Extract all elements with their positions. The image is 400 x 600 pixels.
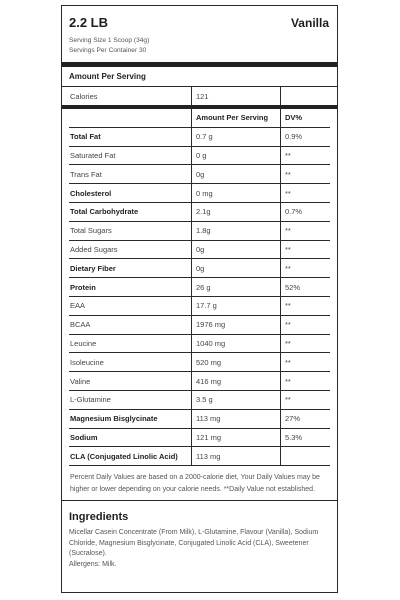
- nutrient-dv: **: [285, 338, 291, 348]
- nutrient-amount: 0 mg: [192, 184, 281, 202]
- nutrient-dv: **: [285, 395, 291, 405]
- table-row: [69, 259, 330, 278]
- nutrient-dv: **: [285, 320, 291, 330]
- nutrient-amount: 2.1g: [192, 203, 281, 221]
- table-row: [69, 447, 330, 466]
- table-row: [69, 222, 330, 241]
- nutrient-amount: 113 mg: [192, 447, 281, 465]
- product-flavor: Vanilla: [290, 16, 329, 30]
- table-row: [69, 128, 330, 147]
- table-row: [69, 353, 330, 372]
- nutrient-dv: **: [285, 357, 291, 367]
- nutrient-name: CLA (Conjugated Linolic Acid): [69, 447, 192, 465]
- nutrient-name: Dietary Fiber: [69, 259, 192, 277]
- nutrient-amount: 26 g: [192, 278, 281, 296]
- nutrient-dv: 52%: [285, 282, 301, 292]
- nutrition-facts-panel: [61, 5, 338, 593]
- table-row: [69, 429, 330, 448]
- product-weight: 2.2 LB: [69, 15, 109, 30]
- nutrient-amount: 0 g: [192, 147, 281, 165]
- nutrient-name: Magnesium Bisglycinate: [69, 410, 192, 428]
- nutrient-dv: [281, 447, 285, 465]
- table-row: [69, 410, 330, 429]
- table-row: [69, 316, 330, 335]
- nutrient-name: Valine: [69, 372, 192, 390]
- table-row: [69, 278, 330, 297]
- nutrient-dv: **: [285, 150, 291, 160]
- nutrient-amount: 1976 mg: [192, 316, 281, 334]
- nutrient-amount: 416 mg: [192, 372, 281, 390]
- nutrient-name: Sodium: [69, 429, 192, 447]
- nutrient-amount: 113 mg: [192, 410, 281, 428]
- nutrient-amount: 0g: [192, 259, 281, 277]
- nutrient-name: BCAA: [69, 316, 192, 334]
- nutrient-amount: 3.5 g: [192, 391, 281, 409]
- amount-per-serving-heading: Amount Per Serving: [69, 72, 146, 81]
- table-header-blank: [69, 109, 192, 127]
- serving-size: Serving Size 1 Scoop (34g): [69, 37, 150, 44]
- nutrient-name: Total Sugars: [69, 222, 192, 240]
- nutrient-dv: **: [285, 188, 291, 198]
- nutrient-dv: **: [285, 244, 291, 254]
- nutrient-amount: 1040 mg: [192, 335, 281, 353]
- nutrient-name: EAA: [69, 297, 192, 315]
- table-row: [69, 203, 330, 222]
- label-header: [69, 15, 330, 30]
- table-row: [69, 147, 330, 166]
- nutrient-name: Protein: [69, 278, 192, 296]
- table-row: [69, 184, 330, 203]
- calories-label: Calories: [69, 87, 192, 105]
- table-header-dv: DV%: [285, 113, 303, 123]
- nutrient-dv: **: [285, 376, 291, 386]
- nutrient-dv: 0.7%: [285, 207, 303, 217]
- nutrient-name: L-Glutamine: [69, 391, 192, 409]
- nutrient-amount: 121 mg: [192, 429, 281, 447]
- nutrient-table: [69, 128, 330, 466]
- nutrient-dv: **: [285, 169, 291, 179]
- table-row: [69, 297, 330, 316]
- table-row: [69, 165, 330, 184]
- table-row: [69, 372, 330, 391]
- nutrient-name: Total Carbohydrate: [69, 203, 192, 221]
- daily-value-footnote: Percent Daily Values are based on a 2000-calorie diet, Your Daily Values may be higher or lower depending on your calorie needs. **Daily Value not established.: [70, 474, 320, 493]
- nutrient-name: Leucine: [69, 335, 192, 353]
- ingredients-text: Micellar Casein Concentrate (From Milk), L-Glutamine, Flavour (Vanilla), Sodium Chloride, Magnesium Bisglycinate, Conjugated Linolic Acid (CLA), Sweetener (Sucralose).: [69, 529, 319, 558]
- nutrient-dv: 0.9%: [285, 132, 303, 142]
- nutrient-dv: **: [285, 263, 291, 273]
- allergens-text: Allergens: Milk.: [69, 560, 117, 568]
- nutrient-name: Isoleucine: [69, 353, 192, 371]
- nutrient-dv: **: [285, 226, 291, 236]
- nutrient-name: Saturated Fat: [69, 147, 192, 165]
- divider: [62, 500, 337, 501]
- calories-row: [69, 87, 330, 105]
- table-header-amount: Amount Per Serving: [192, 109, 281, 127]
- table-row: [69, 391, 330, 410]
- nutrient-amount: 0g: [192, 241, 281, 259]
- nutrient-amount: 17.7 g: [192, 297, 281, 315]
- nutrient-amount: 1.8g: [192, 222, 281, 240]
- table-header-row: [69, 109, 330, 128]
- nutrient-name: Total Fat: [69, 128, 192, 146]
- servings-per-container: Servings Per Container 30: [69, 47, 147, 54]
- nutrient-name: Trans Fat: [69, 165, 192, 183]
- nutrient-amount: 520 mg: [192, 353, 281, 371]
- nutrient-dv: **: [285, 301, 291, 311]
- nutrient-amount: 0g: [192, 165, 281, 183]
- nutrient-name: Added Sugars: [69, 241, 192, 259]
- nutrient-dv: 5.3%: [285, 432, 303, 442]
- nutrient-name: Cholesterol: [69, 184, 192, 202]
- ingredients-title: Ingredients: [69, 511, 129, 524]
- nutrient-dv: 27%: [285, 414, 301, 424]
- table-row: [69, 241, 330, 260]
- nutrient-amount: 0.7 g: [192, 128, 281, 146]
- table-row: [69, 335, 330, 354]
- calories-value: 121: [192, 87, 281, 105]
